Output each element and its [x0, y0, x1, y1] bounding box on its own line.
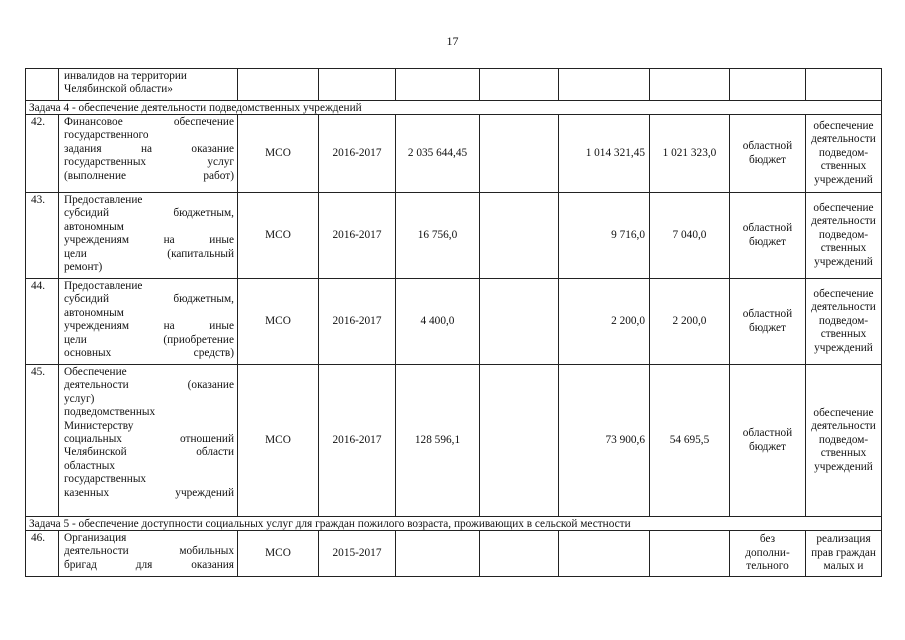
source-cell — [730, 115, 806, 193]
expected-result-line: деятельности — [811, 133, 876, 146]
executor: МСО — [265, 228, 291, 241]
period: 2015-2017 — [332, 546, 382, 559]
expected-result-line: реализация — [816, 533, 871, 546]
row-name-line: основных средств) — [64, 347, 234, 360]
result-cell — [806, 531, 882, 577]
period: 2016-2017 — [332, 433, 382, 446]
year-2015-cell — [480, 531, 559, 577]
year-2016-cell — [559, 115, 650, 193]
row-number: 46. — [31, 532, 46, 544]
row-name-line: Челябинской области — [64, 446, 234, 459]
expected-result-line: подведом- — [818, 228, 869, 241]
task-row — [26, 101, 882, 115]
period: 2016-2017 — [332, 314, 382, 327]
funding-source-line: бюджет — [749, 440, 786, 453]
executor-cell — [238, 531, 319, 577]
empty-cell — [319, 69, 396, 101]
year-2017-cell — [650, 115, 730, 193]
period-cell — [319, 193, 396, 279]
expected-result-line: прав граждан — [811, 546, 876, 559]
row-name-line: учреждениям на иные — [64, 234, 234, 247]
total-amount: 16 756,0 — [417, 228, 458, 241]
funding-source-line: областной — [742, 427, 793, 440]
expected-result-line: малых и — [823, 560, 864, 573]
funding-source-line: областной — [742, 222, 793, 235]
amount-2016: 1 014 321,45 — [585, 146, 645, 159]
period-cell — [319, 115, 396, 193]
row-number: 42. — [31, 116, 46, 128]
task-heading — [26, 101, 882, 115]
row-name-line: цели (капитальный — [64, 247, 234, 260]
source-cell — [730, 279, 806, 365]
row-name-line: деятельности мобильных — [64, 545, 234, 558]
row-name-cell — [59, 365, 238, 517]
source-cell — [730, 531, 806, 577]
year-2017-cell — [650, 279, 730, 365]
expected-result-line: деятельности — [811, 420, 876, 433]
amount-2017: 7 040,0 — [672, 228, 707, 241]
task-text: Задача 5 - обеспечение доступности социальных услуг для граждан пожилого возраста, проживающих в сельской местности — [29, 517, 631, 530]
year-2017-cell — [650, 193, 730, 279]
table-row — [26, 193, 882, 279]
row-name-line: Предоставление — [64, 280, 143, 292]
row-number-cell — [26, 115, 59, 193]
result-cell — [806, 279, 882, 365]
period-cell — [319, 279, 396, 365]
year-2017-cell — [650, 531, 730, 577]
amount-2016: 73 900,6 — [605, 433, 645, 446]
expected-result-line: ственных — [820, 242, 867, 255]
executor: МСО — [265, 314, 291, 327]
row-name-line: Организация — [64, 532, 127, 544]
amount-2017: 1 021 323,0 — [662, 146, 717, 159]
row-name-line: государственных услуг — [64, 156, 234, 169]
row-name-line: Финансовое обеспечение — [64, 116, 234, 128]
empty-cell — [480, 69, 559, 101]
year-2015-cell — [480, 115, 559, 193]
row-name-line: ремонт) — [64, 261, 103, 274]
row-number-cell — [26, 193, 59, 279]
task-text: Задача 4 - обеспечение деятельности подведомственных учреждений — [29, 101, 362, 114]
row-name-line: Министерству — [64, 419, 134, 432]
expected-result-line: ственных — [820, 328, 867, 341]
expected-result-line: деятельности — [811, 301, 876, 314]
expected-result-line: подведом- — [818, 146, 869, 159]
table-row — [26, 365, 882, 517]
source-cell — [730, 193, 806, 279]
result-cell — [806, 365, 882, 517]
empty-cell — [559, 69, 650, 101]
empty-cell — [806, 69, 882, 101]
row-name-line: бригад для оказания — [64, 558, 234, 571]
year-2017-cell — [650, 365, 730, 517]
empty-cell — [238, 69, 319, 101]
row-name-line: Обеспечение — [64, 366, 127, 378]
row-name-cell — [59, 531, 238, 577]
row-number-cell — [26, 69, 59, 101]
row-name-line: цели (приобретение — [64, 333, 234, 346]
result-cell — [806, 193, 882, 279]
expected-result-line: обеспечение — [813, 406, 874, 419]
expected-result-line: подведом- — [818, 433, 869, 446]
row-name-line: Челябинской области» — [64, 83, 173, 96]
executor-cell — [238, 115, 319, 193]
table-row — [26, 115, 882, 193]
empty-cell — [730, 69, 806, 101]
task-row — [26, 517, 882, 531]
row-name-cell — [59, 69, 238, 101]
year-2016-cell — [559, 279, 650, 365]
expected-result-line: подведом- — [818, 314, 869, 327]
expected-result-line: учреждений — [814, 173, 873, 186]
year-2016-cell — [559, 365, 650, 517]
year-2016-cell — [559, 193, 650, 279]
row-name-cell — [59, 193, 238, 279]
year-2016-cell — [559, 531, 650, 577]
total-cell — [396, 115, 480, 193]
row-number-cell — [26, 279, 59, 365]
table-row — [26, 69, 882, 101]
source-cell — [730, 365, 806, 517]
row-number: 45. — [31, 366, 46, 378]
expected-result-line: обеспечение — [813, 201, 874, 214]
executor-cell — [238, 193, 319, 279]
expected-result-line: учреждений — [814, 341, 873, 354]
funding-source-line: без — [759, 533, 776, 546]
row-name-line: услуг) — [64, 392, 95, 405]
expected-result-line: учреждений — [814, 460, 873, 473]
row-name-line: областных — [64, 459, 116, 472]
executor-cell — [238, 279, 319, 365]
funding-source-line: областной — [742, 308, 793, 321]
executor: МСО — [265, 146, 291, 159]
row-name-line: учреждениям на иные — [64, 320, 234, 333]
funding-source-line: дополни- — [745, 546, 790, 559]
total-cell — [396, 531, 480, 577]
row-name-line: инвалидов на территории — [64, 70, 187, 82]
row-number-cell — [26, 531, 59, 577]
amount-2016: 9 716,0 — [611, 228, 645, 241]
executor: МСО — [265, 546, 291, 559]
table-row — [26, 279, 882, 365]
empty-cell — [650, 69, 730, 101]
funding-source-line: областной — [742, 140, 793, 153]
row-name-line: государственного — [64, 129, 149, 142]
amount-2017: 54 695,5 — [669, 433, 710, 446]
total-amount: 2 035 644,45 — [407, 146, 468, 159]
period: 2016-2017 — [332, 228, 382, 241]
period-cell — [319, 365, 396, 517]
row-number: 43. — [31, 194, 46, 206]
row-name-line: (выполнение работ) — [64, 169, 234, 182]
row-name-line: социальных отношений — [64, 433, 234, 446]
task-heading — [26, 517, 882, 531]
total-cell — [396, 365, 480, 517]
empty-cell — [396, 69, 480, 101]
row-name-line: казенных учреждений — [64, 486, 234, 499]
total-cell — [396, 193, 480, 279]
funding-source-line: бюджет — [749, 321, 786, 334]
row-name-line: деятельности (оказание — [64, 379, 234, 392]
total-amount: 4 400,0 — [420, 314, 455, 327]
row-name-line: задания на оказание — [64, 142, 234, 155]
row-number-cell — [26, 365, 59, 517]
row-name-line: Предоставление — [64, 194, 143, 206]
year-2015-cell — [480, 193, 559, 279]
expected-result-line: деятельности — [811, 215, 876, 228]
row-number: 44. — [31, 280, 46, 292]
total-amount: 128 596,1 — [414, 433, 461, 446]
row-name-cell — [59, 279, 238, 365]
executor: МСО — [265, 433, 291, 446]
row-name-line: субсидий бюджетным, — [64, 293, 234, 306]
row-name-line: субсидий бюджетным, — [64, 207, 234, 220]
expected-result-line: обеспечение — [813, 119, 874, 132]
page-number: 17 — [446, 34, 459, 48]
period: 2016-2017 — [332, 146, 382, 159]
total-cell — [396, 279, 480, 365]
funding-source-line: бюджет — [749, 153, 786, 166]
expected-result-line: обеспечение — [813, 287, 874, 300]
executor-cell — [238, 365, 319, 517]
expected-result-line: учреждений — [814, 255, 873, 268]
expected-result-line: ственных — [820, 160, 867, 173]
year-2015-cell — [480, 365, 559, 517]
row-name-cell — [59, 115, 238, 193]
row-name-line: государственных — [64, 473, 147, 486]
year-2015-cell — [480, 279, 559, 365]
amount-2016: 2 200,0 — [611, 314, 645, 327]
funding-source-line: бюджет — [749, 235, 786, 248]
funding-source-line: тельного — [746, 560, 789, 573]
expected-result-line: ственных — [820, 447, 867, 460]
program-table — [25, 68, 882, 577]
table-row — [26, 531, 882, 577]
result-cell — [806, 115, 882, 193]
table-body — [26, 69, 882, 577]
row-name-line: автономным — [64, 306, 124, 319]
amount-2017: 2 200,0 — [672, 314, 707, 327]
period-cell — [319, 531, 396, 577]
row-name-line: автономным — [64, 220, 124, 233]
row-name-line: подведомственных — [64, 406, 156, 419]
